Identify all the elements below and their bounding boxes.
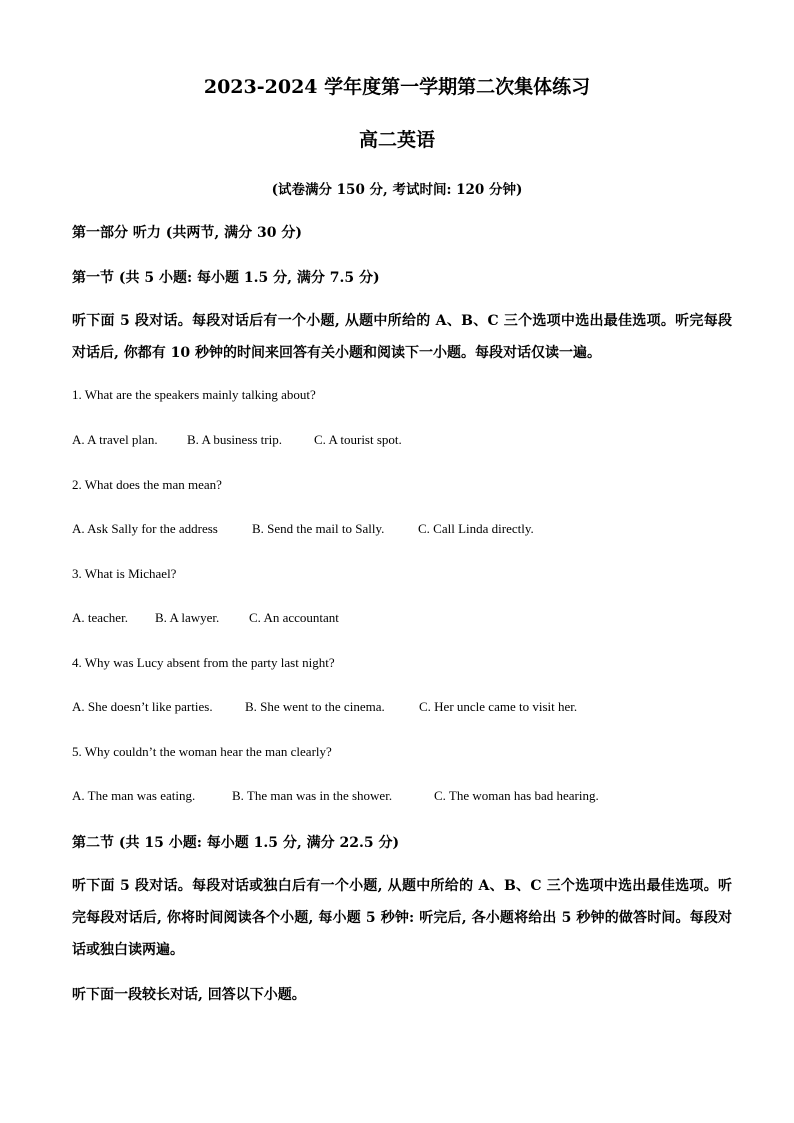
part1-heading: 第一部分 听力 (共两节, 满分 30 分) bbox=[72, 225, 302, 241]
question-5-options bbox=[72, 788, 599, 804]
question-1-stem: 1. What are the speakers mainly talking about? bbox=[72, 387, 316, 402]
option-c: C. An accountant bbox=[249, 610, 339, 625]
option-a: A. The man was eating. bbox=[72, 788, 196, 803]
section2-lead: 听下面一段较长对话, 回答以下小题。 bbox=[72, 987, 306, 1003]
option-c: C. Her uncle came to visit her. bbox=[419, 699, 578, 714]
question-4-options bbox=[72, 699, 577, 715]
question-4-stem: 4. Why was Lucy absent from the party last night? bbox=[72, 655, 335, 670]
option-b: B. The man was in the shower. bbox=[232, 788, 393, 803]
option-b: B. Send the mail to Sally. bbox=[252, 521, 385, 536]
question-1-options bbox=[72, 432, 402, 448]
question-5-stem: 5. Why couldn’t the woman hear the man clearly? bbox=[72, 744, 332, 759]
section1-heading: 第一节 (共 5 小题: 每小题 1.5 分, 满分 7.5 分) bbox=[72, 270, 380, 286]
option-b: B. A business trip. bbox=[187, 432, 282, 447]
section2-heading: 第二节 (共 15 小题: 每小题 1.5 分, 满分 22.5 分) bbox=[72, 835, 400, 851]
exam-note: (试卷满分 150 分, 考试时间: 120 分钟) bbox=[271, 182, 523, 198]
option-a: A. A travel plan. bbox=[72, 432, 158, 447]
exam-title: 2023-2024 学年度第一学期第二次集体练习 bbox=[203, 76, 591, 98]
question-3-stem: 3. What is Michael? bbox=[72, 566, 177, 581]
question-2-options bbox=[72, 521, 534, 537]
option-a: A. Ask Sally for the address bbox=[72, 521, 218, 536]
question-3-options bbox=[72, 610, 339, 626]
option-b: B. A lawyer. bbox=[155, 610, 220, 625]
option-c: C. A tourist spot. bbox=[314, 432, 402, 447]
option-b: B. She went to the cinema. bbox=[245, 699, 385, 714]
option-a: A. She doesn’t like parties. bbox=[72, 699, 213, 714]
section1-instructions: 听下面 5 段对话。每段对话后有一个小题, 从题中所给的 A、B、C 三个选项中选出最佳选项。听完每段对话后, 你都有 10 秒钟的时间来回答有关小题和阅读下一小题。每段对话仅读一遍。 bbox=[72, 313, 732, 361]
option-c: C. The woman has bad hearing. bbox=[434, 788, 599, 803]
section2-instructions: 听下面 5 段对话。每段对话或独白后有一个小题, 从题中所给的 A、B、C 三个选项中选出最佳选项。听完每段对话后, 你将时间阅读各个小题, 每小题 5 秒钟: 听完后, 各小题将给出 5 秒钟的做答时间。每段对话或独白读两遍。 bbox=[72, 878, 732, 958]
exam-subject: 高二英语 bbox=[358, 129, 435, 151]
option-a: A. teacher. bbox=[72, 610, 128, 625]
option-c: C. Call Linda directly. bbox=[418, 521, 534, 536]
question-2-stem: 2. What does the man mean? bbox=[72, 477, 222, 492]
